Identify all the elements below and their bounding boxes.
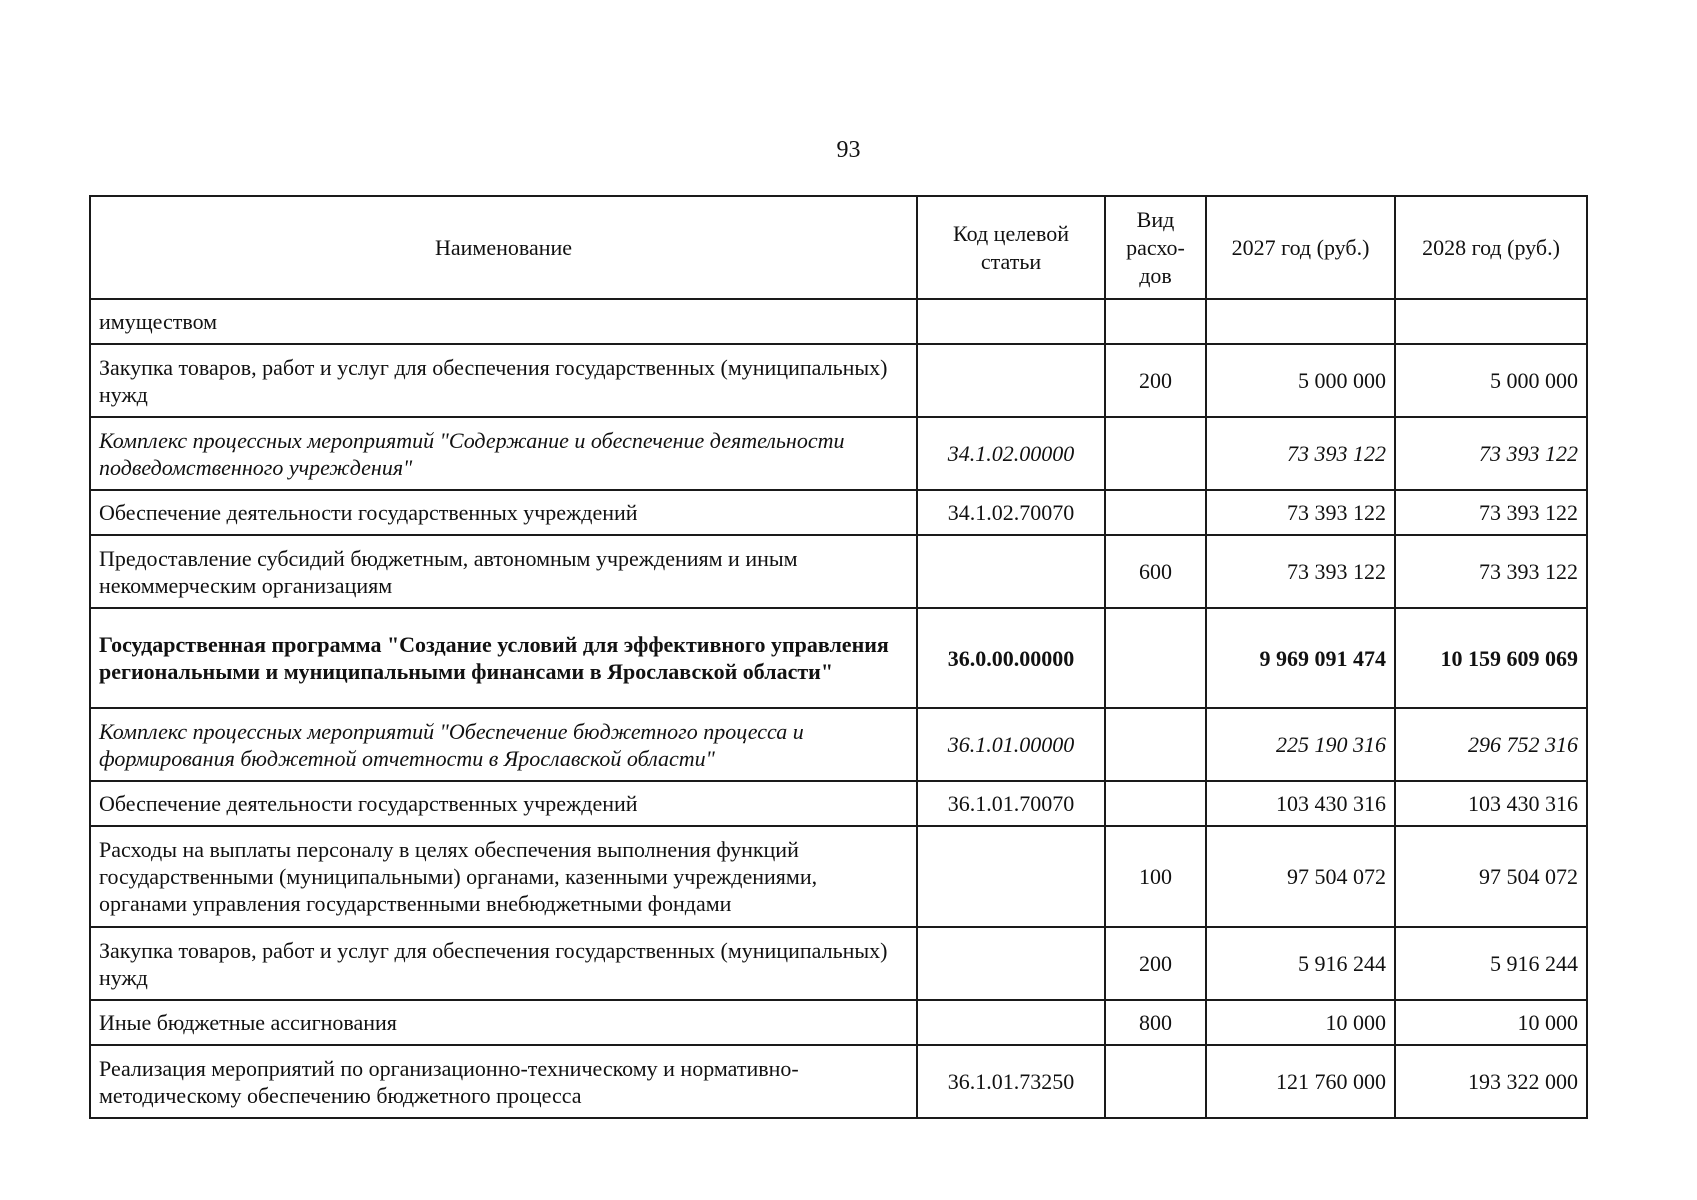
budget-table: [89, 195, 1588, 1119]
cell-amount-2028: 5 916 244: [1395, 927, 1587, 1000]
cell-kind: 100: [1105, 826, 1206, 927]
cell-name: Обеспечение деятельности государственных учреждений: [90, 490, 917, 535]
cell-kind: [1105, 299, 1206, 344]
table-row: [90, 927, 1587, 1000]
header-year-2027: 2027 год (руб.): [1206, 196, 1395, 299]
cell-code: 34.1.02.70070: [917, 490, 1105, 535]
cell-code: 36.1.01.73250: [917, 1045, 1105, 1118]
cell-amount-2027: 73 393 122: [1206, 490, 1395, 535]
cell-amount-2027: 73 393 122: [1206, 535, 1395, 608]
cell-name: Предоставление субсидий бюджетным, автономным учреждениям и иным некоммерческим организациям: [90, 535, 917, 608]
table-row: [90, 708, 1587, 781]
cell-code: [917, 927, 1105, 1000]
cell-code: 36.0.00.00000: [917, 608, 1105, 708]
cell-code: 34.1.02.00000: [917, 417, 1105, 490]
cell-amount-2028: 10 000: [1395, 1000, 1587, 1045]
table-row: [90, 1045, 1587, 1118]
table-row: [90, 417, 1587, 490]
header-code: Код целевой статьи: [917, 196, 1105, 299]
cell-code: [917, 1000, 1105, 1045]
cell-amount-2028: 103 430 316: [1395, 781, 1587, 826]
cell-code: [917, 826, 1105, 927]
cell-amount-2027: 9 969 091 474: [1206, 608, 1395, 708]
cell-kind: [1105, 1045, 1206, 1118]
cell-amount-2028: 73 393 122: [1395, 490, 1587, 535]
cell-amount-2028: 193 322 000: [1395, 1045, 1587, 1118]
cell-name: Закупка товаров, работ и услуг для обеспечения государственных (муниципальных) нужд: [90, 344, 917, 417]
cell-amount-2027: 10 000: [1206, 1000, 1395, 1045]
cell-amount-2027: [1206, 299, 1395, 344]
cell-amount-2027: 225 190 316: [1206, 708, 1395, 781]
table-body: [90, 299, 1587, 1118]
table-row: [90, 781, 1587, 826]
cell-code: [917, 299, 1105, 344]
cell-name: Государственная программа "Создание условий для эффективного управления региональными и муниципальными финансами в Ярославской области": [90, 608, 917, 708]
cell-code: 36.1.01.00000: [917, 708, 1105, 781]
cell-amount-2028: 5 000 000: [1395, 344, 1587, 417]
cell-name: Закупка товаров, работ и услуг для обеспечения государственных (муниципальных) нужд: [90, 927, 917, 1000]
table-row: [90, 344, 1587, 417]
table-header-row: [90, 196, 1587, 299]
cell-kind: [1105, 781, 1206, 826]
cell-name: имуществом: [90, 299, 917, 344]
header-name: Наименование: [90, 196, 917, 299]
cell-name: Комплекс процессных мероприятий "Содержание и обеспечение деятельности подведомственного учреждения": [90, 417, 917, 490]
cell-amount-2027: 5 916 244: [1206, 927, 1395, 1000]
cell-amount-2028: 296 752 316: [1395, 708, 1587, 781]
page-number: 93: [836, 137, 861, 163]
cell-amount-2028: 10 159 609 069: [1395, 608, 1587, 708]
table-row: [90, 1000, 1587, 1045]
cell-kind: 600: [1105, 535, 1206, 608]
header-kind: Вид расхо-дов: [1105, 196, 1206, 299]
cell-code: 36.1.01.70070: [917, 781, 1105, 826]
cell-name: Реализация мероприятий по организационно-техническому и нормативно-методическому обеспечению бюджетного процесса: [90, 1045, 917, 1118]
cell-name: Обеспечение деятельности государственных учреждений: [90, 781, 917, 826]
cell-name: Расходы на выплаты персоналу в целях обеспечения выполнения функций государственными (муниципальными) органами, казенными учреждениями, органами управления государственными внебюджетными фондами: [90, 826, 917, 927]
cell-kind: 200: [1105, 344, 1206, 417]
cell-kind: 200: [1105, 927, 1206, 1000]
cell-amount-2027: 121 760 000: [1206, 1045, 1395, 1118]
table-row: [90, 490, 1587, 535]
cell-amount-2028: [1395, 299, 1587, 344]
cell-amount-2027: 103 430 316: [1206, 781, 1395, 826]
header-year-2028: 2028 год (руб.): [1395, 196, 1587, 299]
table-row: [90, 826, 1587, 927]
cell-name: Комплекс процессных мероприятий "Обеспечение бюджетного процесса и формирования бюджетной отчетности в Ярославской области": [90, 708, 917, 781]
cell-amount-2028: 73 393 122: [1395, 535, 1587, 608]
cell-amount-2027: 73 393 122: [1206, 417, 1395, 490]
cell-name: Иные бюджетные ассигнования: [90, 1000, 917, 1045]
cell-amount-2027: 5 000 000: [1206, 344, 1395, 417]
cell-amount-2028: 97 504 072: [1395, 826, 1587, 927]
cell-kind: [1105, 490, 1206, 535]
cell-amount-2028: 73 393 122: [1395, 417, 1587, 490]
cell-amount-2027: 97 504 072: [1206, 826, 1395, 927]
cell-kind: [1105, 608, 1206, 708]
cell-code: [917, 344, 1105, 417]
cell-code: [917, 535, 1105, 608]
table-row: [90, 299, 1587, 344]
cell-kind: [1105, 417, 1206, 490]
cell-kind: 800: [1105, 1000, 1206, 1045]
cell-kind: [1105, 708, 1206, 781]
table-row: [90, 608, 1587, 708]
table-row: [90, 535, 1587, 608]
